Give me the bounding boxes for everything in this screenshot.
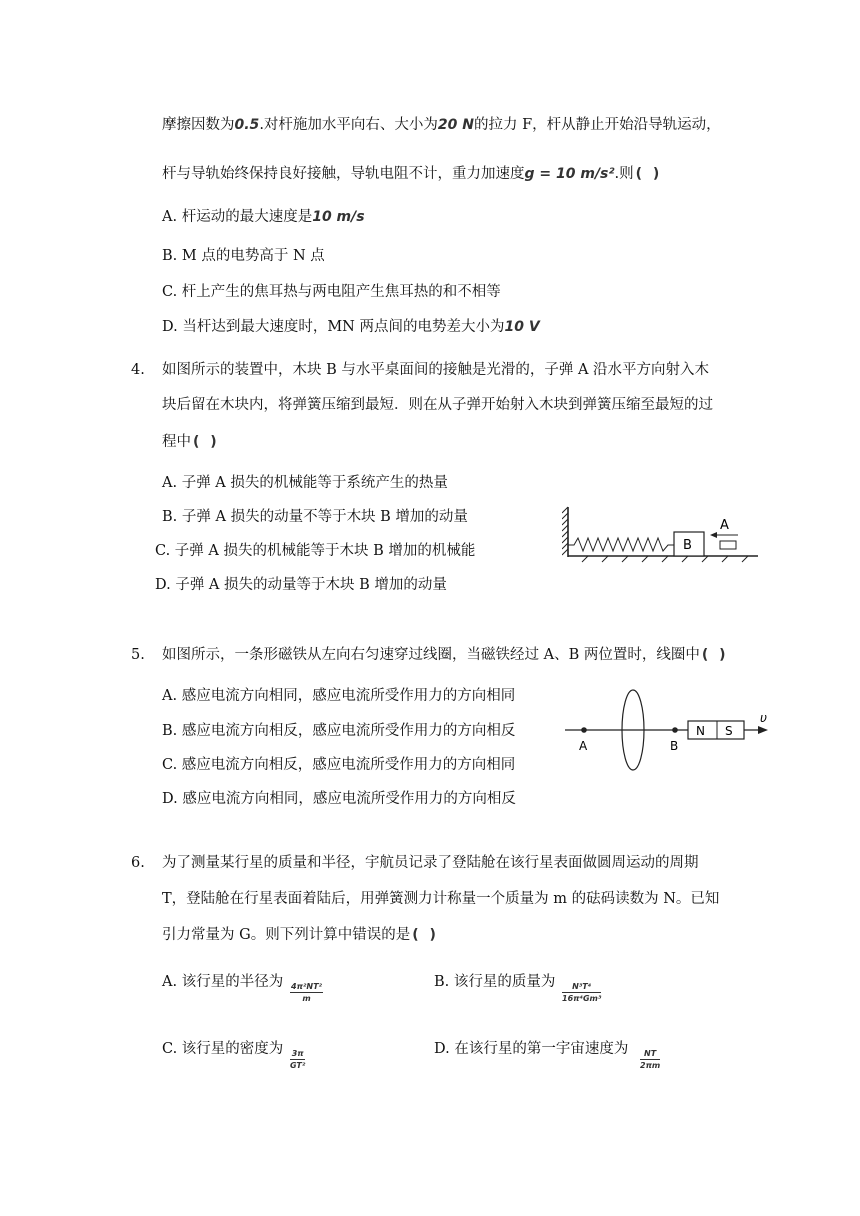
q6-option-a-formula: $\frac{\text{4π²NT²}}{m}$ xyxy=(291,982,323,1003)
q6-option-d: D. 在该行星的第一宇宙速度为 xyxy=(434,1041,629,1057)
q4-number: 4. xyxy=(131,362,145,378)
max-speed-value: 10 m/s xyxy=(312,209,365,225)
q3-option-d: D. 当杆达到最大速度时，MN 两点间的电势差大小为10 V xyxy=(162,319,540,335)
point-b-label: B xyxy=(670,739,679,753)
q6-number: 6. xyxy=(131,855,145,871)
q4-option-b: B. 子弹 A 损失的动量不等于木块 B 增加的动量 xyxy=(162,509,468,525)
q5-option-c: C. 感应电流方向相反，感应电流所受作用力的方向相同 xyxy=(162,757,516,773)
q3-option-a: A. 杆运动的最大速度是10 m/s xyxy=(162,209,365,225)
q6-option-b-formula: $\frac{\text{N³T⁴}}{\text{16π⁴Gm³}}$ xyxy=(562,982,602,1003)
answer-paren: ( ) xyxy=(193,434,220,450)
friction-value: 0.5 xyxy=(234,117,260,133)
force-value: 20 N xyxy=(437,117,474,133)
point-a-label: A xyxy=(579,739,588,753)
q6-option-b: B. 该行星的质量为 xyxy=(434,974,556,990)
q3-line-2: 杆与导轨始终保持良好接触，导轨电阻不计，重力加速度g = 10 m/s².则 ( ) xyxy=(162,166,663,182)
magnet-n-label: N xyxy=(696,724,705,738)
answer-paren: ( ) xyxy=(701,647,729,663)
q4-line-2: 块后留在木块内，将弹簧压缩到最短．则在从子弹开始射入木块到弹簧压缩至最短的过 xyxy=(162,397,713,413)
bullet-a-label: A xyxy=(720,518,729,533)
q6-line-1: 为了测量某行星的质量和半径，宇航员记录了登陆舱在该行星表面做圆周运动的周期 xyxy=(162,855,699,871)
q6-line-3: 引力常量为 G。则下列计算中错误的是 ( ) xyxy=(162,927,439,943)
q5-option-d: D. 感应电流方向相同，感应电流所受作用力的方向相反 xyxy=(162,791,516,807)
q5-number: 5. xyxy=(131,647,145,663)
q6-option-c-formula: $\frac{3\pi}{\text{GT²}}$ xyxy=(290,1049,306,1070)
spring xyxy=(568,538,674,551)
bullet-a xyxy=(720,541,736,549)
answer-paren: ( ) xyxy=(412,927,439,943)
q4-option-c: C. 子弹 A 损失的机械能等于木块 B 增加的机械能 xyxy=(155,543,476,559)
q4-line-3: 程中 ( ) xyxy=(162,434,220,450)
voltage-value: 10 V xyxy=(504,319,540,335)
q4-line-1: 如图所示的装置中，木块 B 与水平桌面间的接触是光滑的，子弹 A 沿水平方向射入木 xyxy=(162,362,710,378)
q5-option-b: B. 感应电流方向相反，感应电流所受作用力的方向相反 xyxy=(162,723,516,739)
magnet-s-label: S xyxy=(725,724,733,738)
block-b-label: B xyxy=(683,538,692,553)
q6-line-2: T，登陆舱在行星表面着陆后，用弹簧测力计称量一个质量为 m 的砝码读数为 N。已知 xyxy=(162,891,720,907)
q3-option-c: C. 杆上产生的焦耳热与两电阻产生焦耳热的和不相等 xyxy=(162,284,501,300)
point-a xyxy=(581,727,587,733)
velocity-label: υ xyxy=(760,711,767,725)
answer-paren: ( ) xyxy=(635,166,663,182)
q6-option-c: C. 该行星的密度为 xyxy=(162,1041,284,1057)
q4-option-d: D. 子弹 A 损失的动量等于木块 B 增加的动量 xyxy=(155,577,447,593)
q5-option-a: A. 感应电流方向相同，感应电流所受作用力的方向相同 xyxy=(162,688,516,704)
point-b xyxy=(672,727,678,733)
q5-line-1: 如图所示，一条形磁铁从左向右匀速穿过线圈，当磁铁经过 A、B 两位置时，线圈中 ( ) xyxy=(162,647,729,663)
spring-block-figure xyxy=(562,505,762,565)
q6-option-a: A. 该行星的半径为 xyxy=(162,974,284,990)
gravity-value: g = 10 m/s² xyxy=(524,166,615,182)
q4-option-a: A. 子弹 A 损失的机械能等于系统产生的热量 xyxy=(162,475,448,491)
q3-option-b: B. M 点的电势高于 N 点 xyxy=(162,248,325,264)
magnet-coil-figure xyxy=(560,688,780,778)
q6-option-d-formula: $\frac{NT}{2\pi m}$ xyxy=(640,1049,661,1070)
q3-line-1: 摩擦因数为0.5.对杆施加水平向右、大小为20 N的拉力 F，杆从静止开始沿导轨运动， xyxy=(162,117,721,133)
